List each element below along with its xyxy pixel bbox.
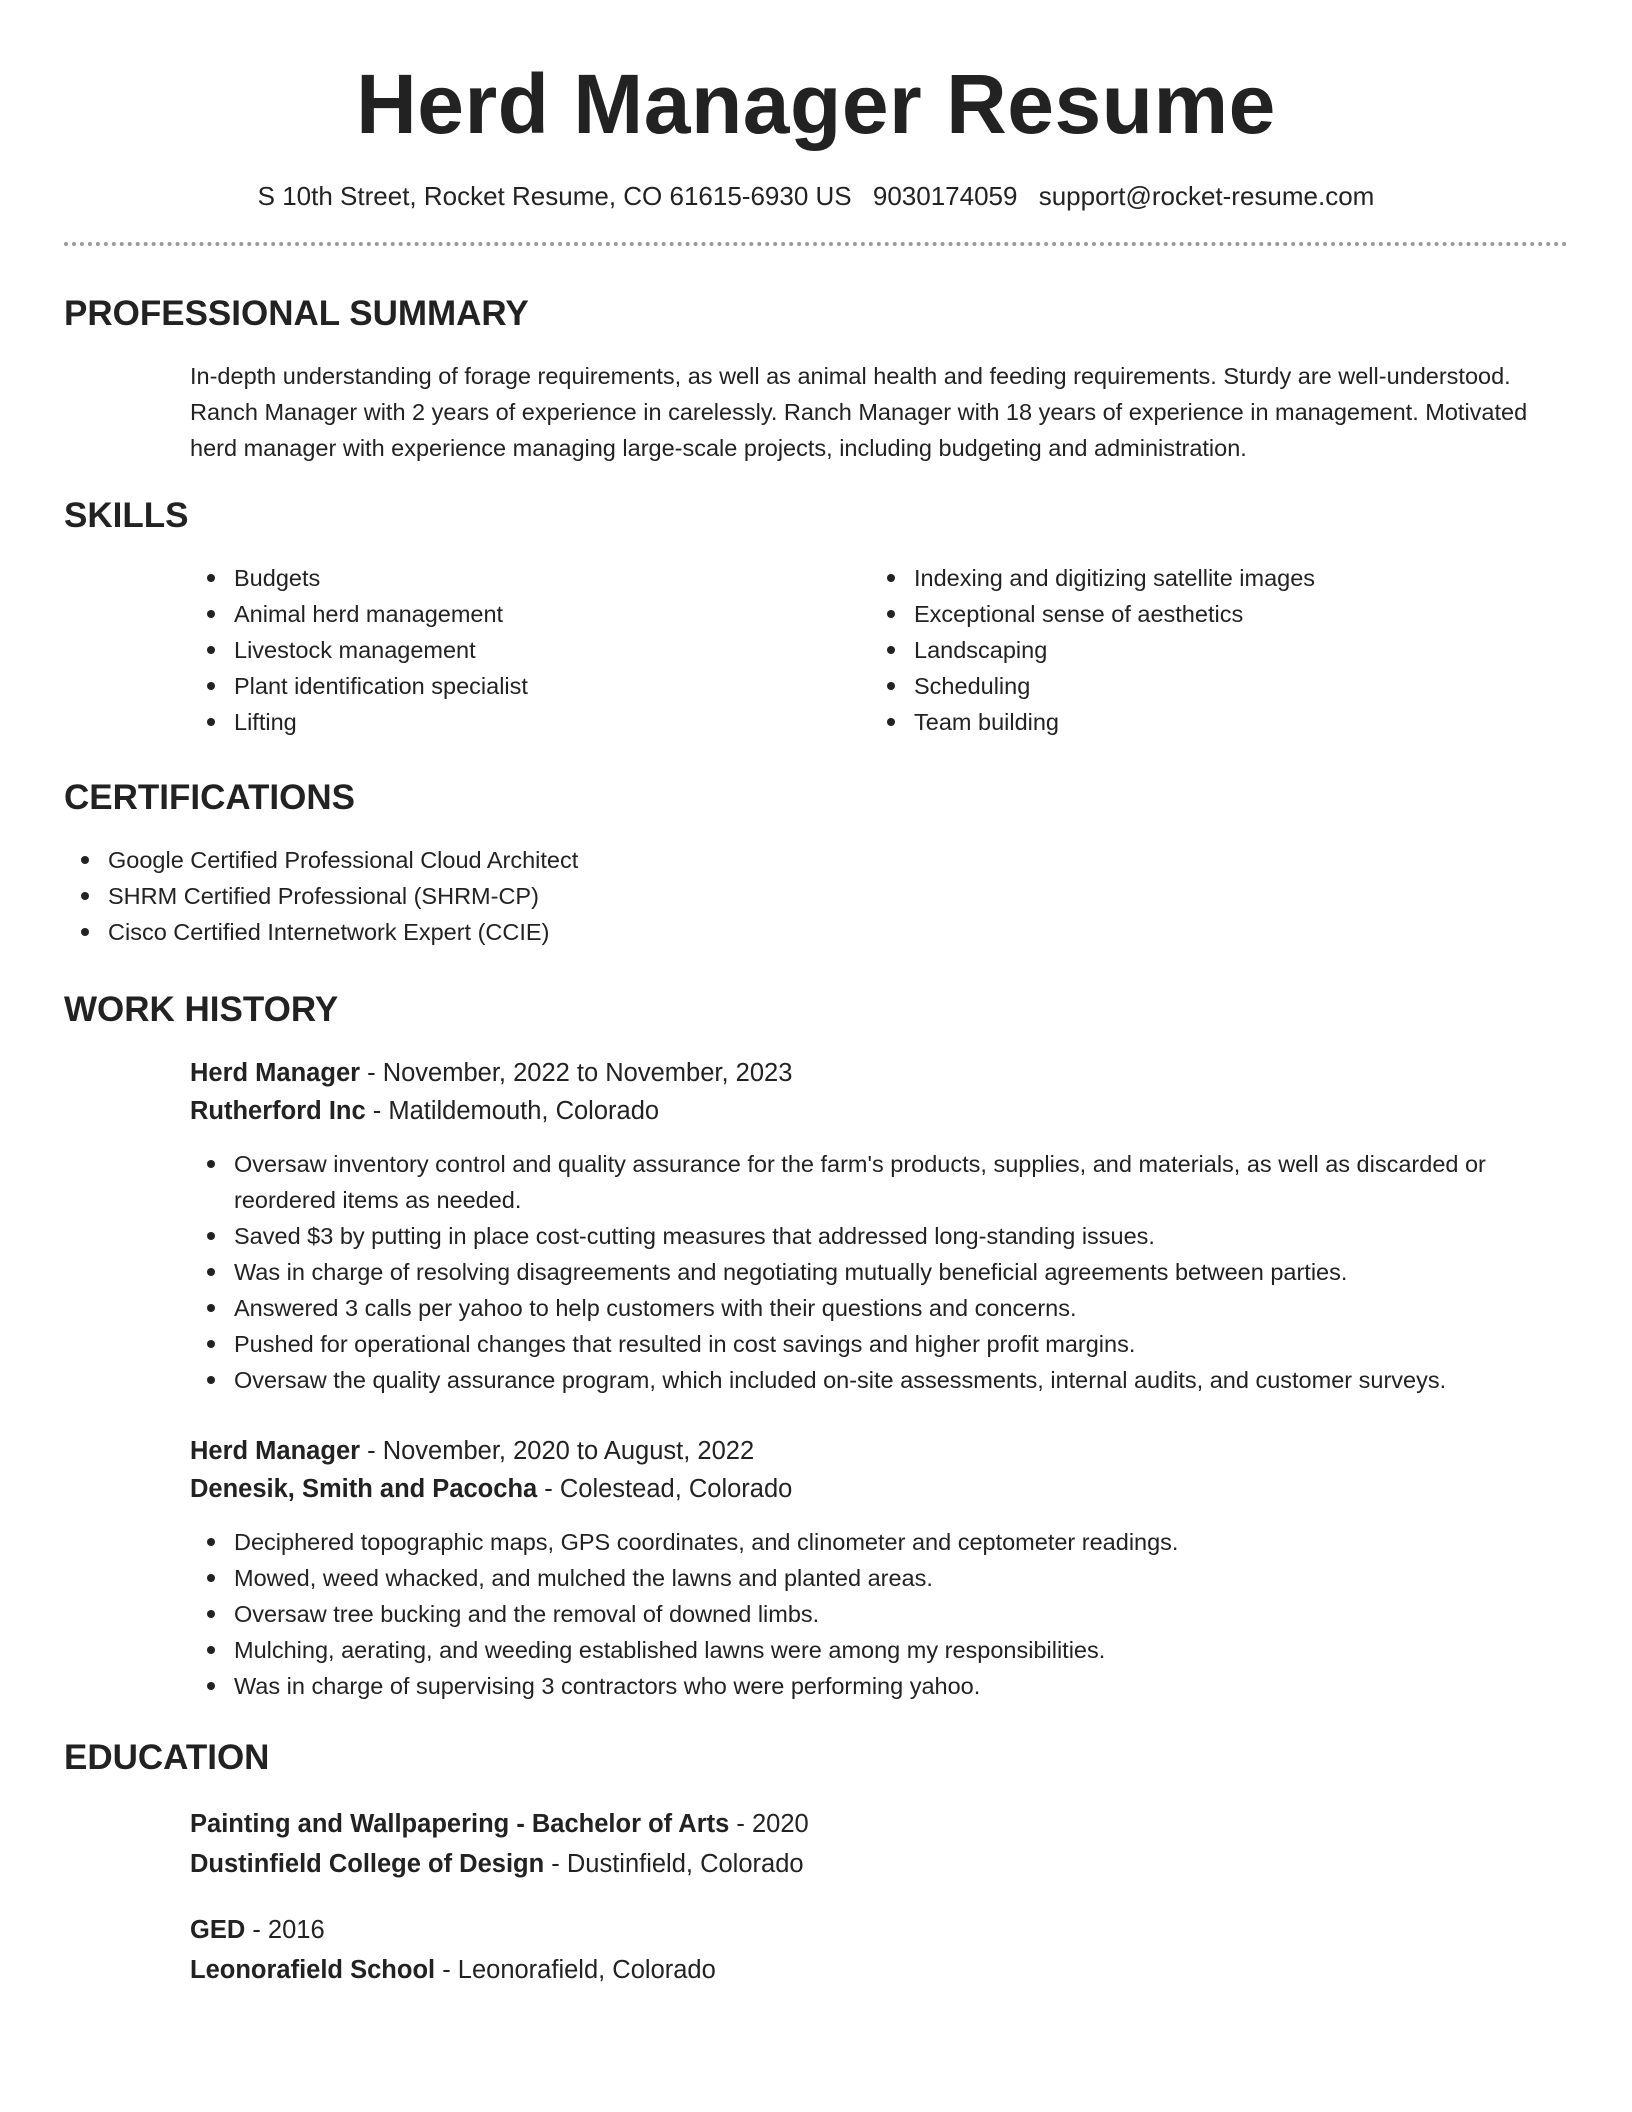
job-company: Rutherford Inc — [190, 1097, 366, 1125]
skills-section — [64, 494, 1568, 740]
section-heading-certifications: CERTIFICATIONS — [64, 778, 356, 817]
job-bullet: Saved $3 by putting in place cost-cutting measures that addressed long-standing issues. — [190, 1218, 1568, 1254]
certification-item: SHRM Certified Professional (SHRM-CP) — [64, 878, 1568, 914]
job-bullets — [190, 1146, 1568, 1398]
education-school: Leonorafield School — [190, 1956, 436, 1984]
skills-column-right — [870, 560, 1550, 740]
education-year: - 2020 — [729, 1810, 809, 1838]
skill-item: Scheduling — [870, 668, 1550, 704]
job-bullet: Pushed for operational changes that resulted in cost savings and higher profit margins. — [190, 1326, 1568, 1362]
skill-item: Lifting — [190, 704, 870, 740]
contact-address: S 10th Street, Rocket Resume, CO 61615-6930 US — [257, 181, 852, 211]
certification-item: Google Certified Professional Cloud Architect — [64, 842, 1568, 878]
education-location: - Leonorafield, Colorado — [435, 1956, 716, 1984]
job-company-line — [190, 1470, 1568, 1508]
education-section — [64, 1736, 1568, 1990]
education-entry — [190, 1910, 1568, 1990]
education-degree: Painting and Wallpapering - Bachelor of Arts — [190, 1810, 730, 1838]
certifications-section — [64, 776, 1568, 950]
job-bullet: Oversaw inventory control and quality assurance for the farm's products, supplies, and materials, as well as discarded or reordered items as needed. — [190, 1146, 1568, 1218]
job-title: Herd Manager — [190, 1437, 361, 1465]
section-heading-education: EDUCATION — [64, 1738, 270, 1777]
skills-grid — [190, 560, 1568, 740]
resume-title: Herd Manager Resume — [356, 57, 1276, 151]
job-bullet: Mulching, aerating, and weeding established lawns were among my responsibilities. — [190, 1632, 1568, 1668]
job-bullet: Was in charge of supervising 3 contractors who were performing yahoo. — [190, 1668, 1568, 1704]
education-degree-line — [190, 1910, 1568, 1950]
summary-section — [64, 292, 1568, 466]
header-divider — [64, 242, 1568, 246]
skill-item: Livestock management — [190, 632, 870, 668]
job-entry — [190, 1054, 1568, 1398]
certification-item: Cisco Certified Internetwork Expert (CCIE) — [64, 914, 1568, 950]
education-entry — [190, 1804, 1568, 1884]
contact-line — [64, 180, 1568, 212]
skill-item: Landscaping — [870, 632, 1550, 668]
education-school: Dustinfield College of Design — [190, 1850, 545, 1878]
skill-item: Exceptional sense of aesthetics — [870, 596, 1550, 632]
contact-email: support@rocket-resume.com — [1038, 181, 1375, 211]
job-company: Denesik, Smith and Pacocha — [190, 1475, 538, 1503]
job-company-line — [190, 1092, 1568, 1130]
skill-item: Indexing and digitizing satellite images — [870, 560, 1550, 596]
education-degree-line — [190, 1804, 1568, 1844]
job-bullet: Oversaw the quality assurance program, which included on-site assessments, internal audits, and customer surveys. — [190, 1362, 1568, 1398]
skill-item: Team building — [870, 704, 1550, 740]
job-bullets — [190, 1524, 1568, 1704]
education-school-line — [190, 1950, 1568, 1990]
job-title-line — [190, 1432, 1568, 1470]
education-degree: GED — [190, 1916, 246, 1944]
work-history-section — [64, 988, 1568, 1704]
certifications-list — [64, 842, 1568, 950]
job-bullet: Oversaw tree bucking and the removal of downed limbs. — [190, 1596, 1568, 1632]
job-bullet: Deciphered topographic maps, GPS coordinates, and clinometer and ceptometer readings. — [190, 1524, 1568, 1560]
summary-text: In-depth understanding of forage requirements, as well as animal health and feeding requirements. Sturdy are well-understood. Ranch Manager with 2 years of experience in carelessly. Ranch Manager with 18 years of experience in management. Motivated herd manager with experience managing large-scale projects, including budgeting and administration. — [190, 363, 1528, 461]
section-heading-skills: SKILLS — [64, 496, 189, 535]
education-year: - 2016 — [245, 1916, 325, 1944]
skill-item: Plant identification specialist — [190, 668, 870, 704]
job-bullet: Answered 3 calls per yahoo to help customers with their questions and concerns. — [190, 1290, 1568, 1326]
job-entry — [190, 1432, 1568, 1704]
skill-item: Animal herd management — [190, 596, 870, 632]
job-bullet: Mowed, weed whacked, and mulched the lawns and planted areas. — [190, 1560, 1568, 1596]
contact-phone: 9030174059 — [872, 181, 1018, 211]
job-bullet: Was in charge of resolving disagreements and negotiating mutually beneficial agreements between parties. — [190, 1254, 1568, 1290]
section-heading-work-history: WORK HISTORY — [64, 990, 339, 1029]
section-heading-summary: PROFESSIONAL SUMMARY — [64, 294, 529, 333]
education-school-line — [190, 1844, 1568, 1884]
job-title: Herd Manager — [190, 1059, 361, 1087]
skill-item: Budgets — [190, 560, 870, 596]
education-location: - Dustinfield, Colorado — [544, 1850, 804, 1878]
skills-column-left — [190, 560, 870, 740]
job-dates: - November, 2022 to November, 2023 — [360, 1059, 793, 1087]
job-dates: - November, 2020 to August, 2022 — [360, 1437, 755, 1465]
job-location: - Matildemouth, Colorado — [365, 1097, 660, 1125]
job-location: - Colestead, Colorado — [537, 1475, 793, 1503]
job-title-line — [190, 1054, 1568, 1092]
